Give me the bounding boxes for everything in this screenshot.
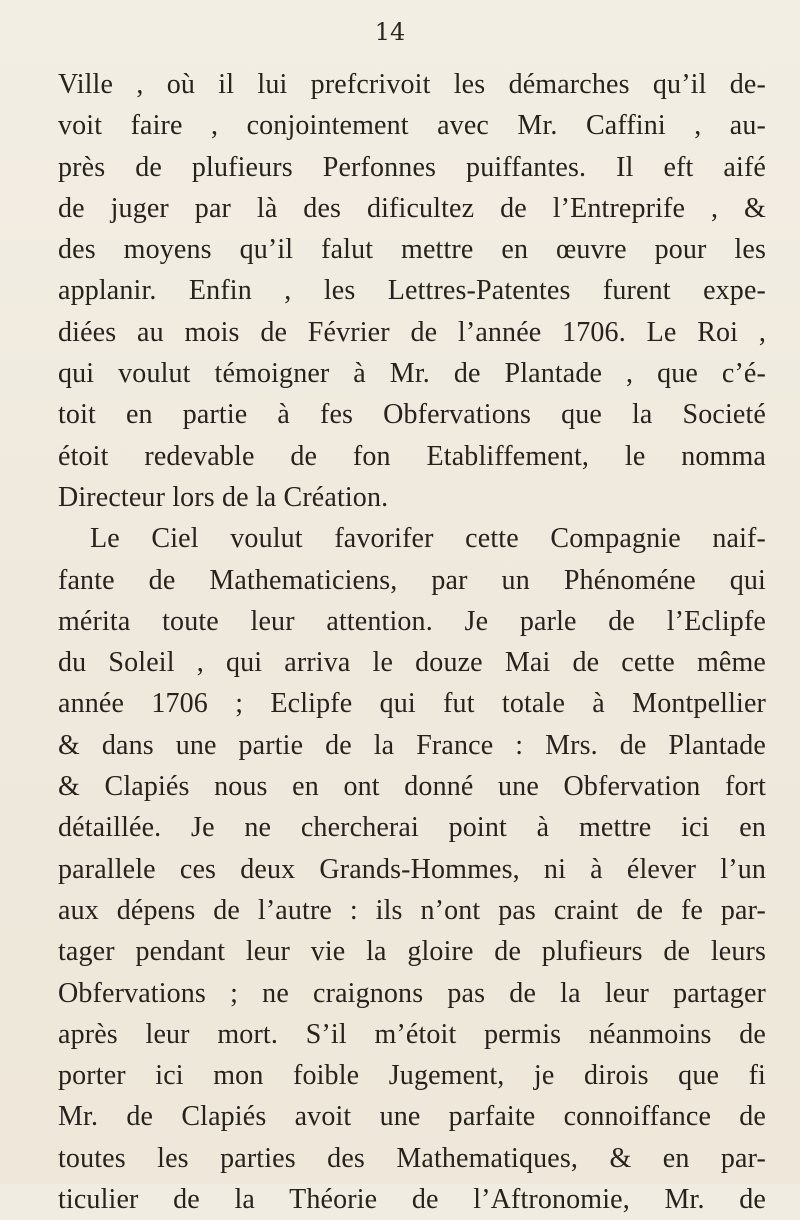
text-line: détaillée. Je ne chercherai point à mettre ici en — [58, 812, 766, 844]
text-line: des moyens qu’il falut mettre en œuvre pour les — [58, 234, 766, 266]
text-line: année 1706 ; Eclipfe qui fut totale à Montpellier — [58, 688, 766, 720]
text-line: Le Ciel voulut favorifer cette Compagnie naif- — [90, 523, 766, 555]
text-line: voit faire , conjointement avec Mr. Caffini , au- — [58, 110, 766, 142]
text-line: près de plufieurs Perfonnes puiffantes. Il eft aifé — [58, 151, 766, 183]
text-line: Directeur lors de la Création. — [58, 481, 389, 513]
page-number: 14 — [374, 18, 406, 46]
text-line: applanir. Enfin , les Lettres-Patentes furent expe- — [58, 275, 766, 307]
text-line: parallele ces deux Grands-Hommes, ni à élever l’un — [58, 853, 766, 885]
text-line: Ville , où il lui prefcrivoit les démarches qu’il de- — [58, 69, 766, 100]
text-line: toutes les parties des Mathematiques, & en par- — [58, 1142, 766, 1174]
text-line: fante de Mathematiciens, par un Phénoméne qui — [58, 564, 766, 596]
text-line: & dans une partie de la France : Mrs. de Plantade — [58, 729, 766, 761]
text-line: ticulier de la Théorie de l’Aftronomie, Mr. de — [58, 1184, 766, 1216]
text-line: de juger par là des dificultez de l’Entreprife , & — [58, 192, 766, 224]
text-line: & Clapiés nous en ont donné une Obfervation fort — [58, 771, 766, 803]
text-line: diées au mois de Février de l’année 1706. Le Roi , — [58, 316, 766, 348]
text-line: porter ici mon foible Jugement, je dirois que fi — [58, 1060, 766, 1092]
text-line: qui voulut témoigner à Mr. de Plantade , que c’é- — [58, 358, 766, 390]
text-line: aux dépens de l’autre : ils n’ont pas craint de fe par- — [58, 894, 766, 926]
text-line: toit en partie à fes Obfervations que la Societé — [58, 399, 766, 431]
text-line: Mr. de Clapiés avoit une parfaite connoiffance de — [58, 1101, 766, 1133]
text-line: Obfervations ; ne craignons pas de la leur partager — [58, 977, 766, 1009]
text-line: du Soleil , qui arriva le douze Mai de cette même — [58, 647, 766, 679]
text-line: mérita toute leur attention. Je parle de l’Eclipfe — [58, 605, 766, 637]
text-line: après leur mort. S’il m’étoit permis néanmoins de — [58, 1018, 766, 1050]
body-text — [58, 64, 766, 1220]
text-line: étoit redevable de fon Etabliffement, le nomma — [58, 440, 766, 472]
text-line: tager pendant leur vie la gloire de plufieurs de leurs — [58, 936, 766, 968]
